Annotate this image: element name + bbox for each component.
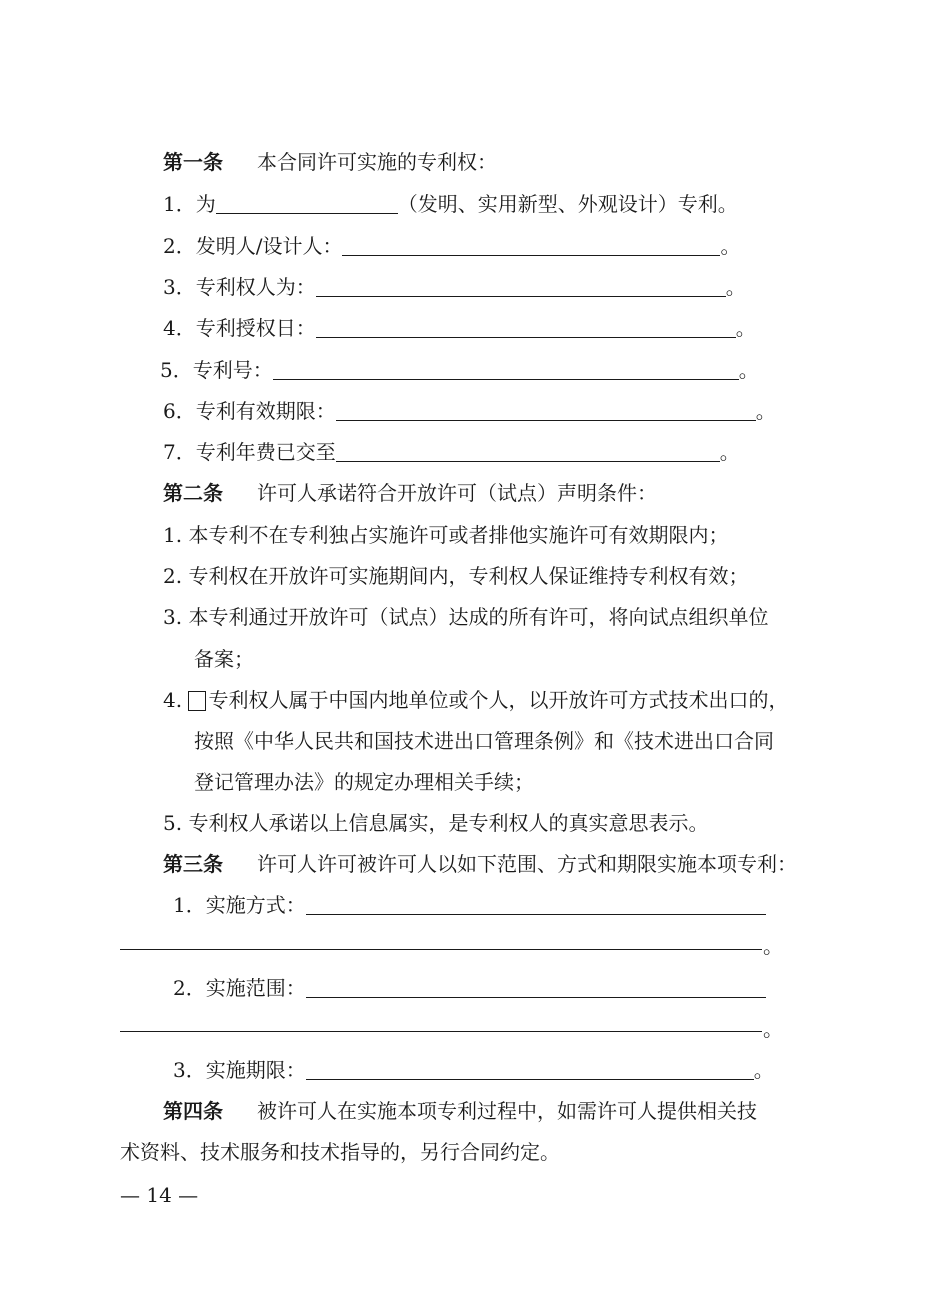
article-2-clause-4b: 按照《中华人民共和国技术进出口管理条例》和《技术进出口合同: [194, 729, 774, 753]
article-1-item-2: [163, 233, 740, 259]
article-4-line-1: [163, 1098, 757, 1124]
grant-date-blank: [316, 317, 736, 338]
article-2-clause-2: 2. 专利权在开放许可实施期间内，专利权人保证维持专利权有效；: [163, 564, 749, 588]
article-1-item-5: [160, 357, 759, 383]
item-label: 1．为: [163, 192, 216, 216]
item-label: 1．实施方式：: [173, 893, 306, 917]
article-2-clause-4c: 登记管理办法》的规定办理相关手续；: [194, 770, 534, 794]
article-1-text: 本合同许可实施的专利权：: [257, 150, 497, 174]
period: 。: [763, 934, 783, 958]
article-4-heading: 第四条: [163, 1099, 223, 1123]
method-blank-line-1: [306, 894, 766, 915]
item-label: 4．专利授权日：: [163, 316, 316, 340]
validity-blank: [336, 400, 756, 421]
article-2-clause-4a: [163, 687, 788, 713]
article-3-term: [173, 1057, 774, 1083]
item-label: 3．专利权人为：: [163, 275, 316, 299]
article-2-clause-3b: 备案；: [194, 647, 254, 671]
item-label: 5．专利号：: [160, 358, 273, 382]
article-1-item-1: [163, 191, 738, 217]
scope-blank-line-2: [120, 1031, 762, 1032]
item-label: 2．实施范围：: [173, 976, 306, 1000]
article-1-item-6: [163, 398, 776, 424]
article-3-line: [163, 851, 797, 877]
article-1-item-4: [163, 315, 756, 341]
article-2-text: 许可人承诺符合开放许可（试点）声明条件：: [257, 481, 657, 505]
period: 。: [720, 234, 741, 258]
scope-blank-line-1: [306, 977, 766, 998]
clause-text: 专利权人属于中国内地单位或个人，以开放许可方式技术出口的，: [208, 688, 789, 712]
article-2-clause-1: 1. 本专利不在专利独占实施许可或者排他实施许可有效期限内；: [163, 523, 729, 547]
article-2-clause-3a: 3. 本专利通过开放许可（试点）达成的所有许可，将向试点组织单位: [163, 605, 769, 629]
item-label: 3．实施期限：: [173, 1058, 306, 1082]
period: 。: [735, 316, 756, 340]
item-label: 6．专利有效期限：: [163, 399, 336, 423]
term-blank: [306, 1059, 754, 1080]
patentee-blank: [316, 276, 726, 297]
period: 。: [738, 358, 759, 382]
article-1-item-7: [163, 439, 740, 465]
clause-number: 4.: [163, 688, 183, 712]
article-3-method: [173, 892, 766, 918]
inventor-blank: [342, 235, 720, 256]
article-1-line: [163, 149, 497, 175]
article-3-heading: 第三条: [163, 852, 223, 876]
annual-fee-blank: [336, 441, 720, 462]
export-checkbox[interactable]: [188, 691, 206, 711]
period: 。: [725, 275, 746, 299]
period: 。: [753, 1058, 774, 1082]
page-number: — 14 —: [120, 1183, 199, 1207]
period: 。: [755, 399, 776, 423]
article-1-item-3: [163, 274, 746, 300]
article-3-scope: [173, 975, 766, 1001]
item-label: 7．专利年费已交至: [163, 440, 336, 464]
item-label: 2．发明人/设计人：: [163, 234, 343, 258]
patent-type-blank: [216, 193, 398, 214]
article-4-line-2: 术资料、技术服务和技术指导的，另行合同约定。: [120, 1140, 560, 1164]
article-2-heading: 第二条: [163, 481, 223, 505]
patent-number-blank: [273, 359, 739, 380]
article-1-heading: 第一条: [163, 150, 223, 174]
method-blank-line-2: [120, 949, 762, 950]
article-2-line: [163, 480, 657, 506]
period: 。: [763, 1017, 783, 1041]
item-suffix: （发明、实用新型、外观设计）专利。: [397, 192, 738, 216]
article-2-clause-5: 5. 专利权人承诺以上信息属实，是专利权人的真实意思表示。: [163, 811, 709, 835]
article-4-text-a: 被许可人在实施本项专利过程中，如需许可人提供相关技: [257, 1099, 757, 1123]
period: 。: [719, 440, 740, 464]
article-3-text: 许可人许可被许可人以如下范围、方式和期限实施本项专利：: [257, 852, 797, 876]
